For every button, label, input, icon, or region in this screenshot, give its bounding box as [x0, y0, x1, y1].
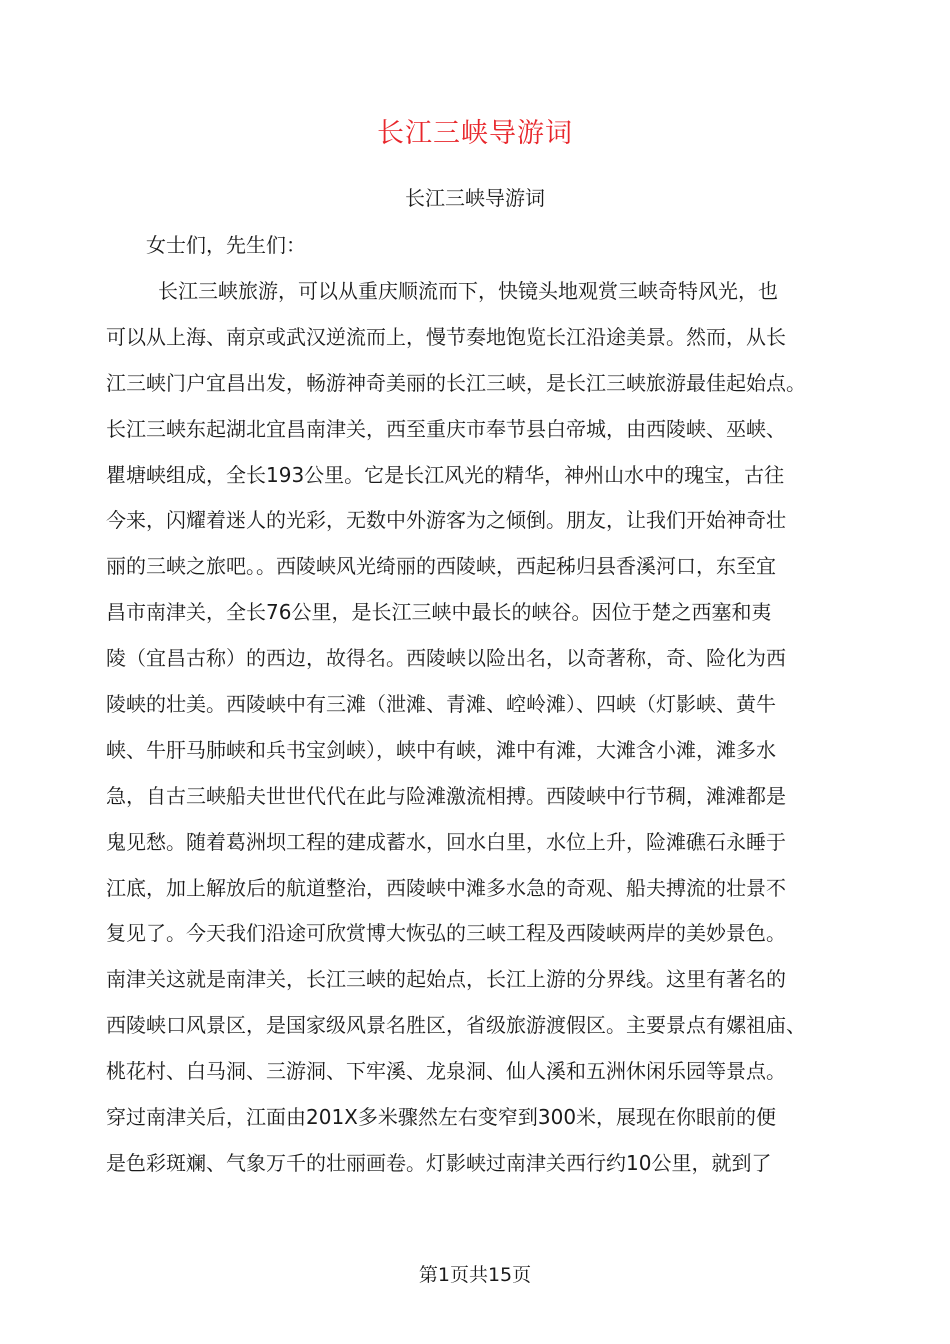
document-title: 长江三峡导游词	[377, 118, 573, 149]
paragraph-line: 穿过南津关后，江面由201X多米骤然左右变窄到300米，展现在你眼前的便	[106, 1105, 777, 1130]
document-subtitle: 长江三峡导游词	[405, 186, 545, 210]
paragraph-line: 桃花村、白马洞、三游洞、下牢溪、龙泉洞、仙人溪和五洲休闲乐园等景点。	[106, 1059, 786, 1084]
paragraph-line: 复见了。今天我们沿途可欣赏博大恢弘的三峡工程及西陵峡两岸的美妙景色。	[106, 921, 786, 946]
paragraph-line: 今来，闪耀着迷人的光彩，无数中外游客为之倾倒。朋友，让我们开始神奇壮	[106, 508, 786, 533]
paragraph-line: 急，自古三峡船夫世世代代在此与险滩激流相搏。西陵峡中行节稠，滩滩都是	[106, 783, 786, 808]
body-paragraph	[106, 269, 846, 1187]
paragraph-line: 昌市南津关，全长76公里，是长江三峡中最长的峡谷。因位于楚之西塞和夷	[106, 600, 772, 625]
paragraph-line: 江三峡门户宜昌出发，畅游神奇美丽的长江三峡，是长江三峡旅游最佳起始点。	[106, 370, 806, 395]
paragraph-line: 西陵峡口风景区，是国家级风景名胜区，省级旅游渡假区。主要景点有嫘祖庙、	[106, 1013, 806, 1038]
paragraph-line: 是色彩斑斓、气象万千的壮丽画卷。灯影峡过南津关西行约10公里，就到了	[106, 1150, 772, 1175]
paragraph-line: 峡、牛肝马肺峡和兵书宝剑峡），峡中有峡，滩中有滩，大滩含小滩，滩多水	[106, 737, 776, 762]
paragraph-line: 丽的三峡之旅吧。。西陵峡风光绮丽的西陵峡，西起秭归县香溪河口，东至宜	[106, 554, 776, 579]
greeting-line: 女士们，先生们：	[146, 233, 306, 257]
paragraph-line: 可以从上海、南京或武汉逆流而上，慢节奏地饱览长江沿途美景。然而，从长	[106, 324, 786, 349]
paragraph-line: 长江三峡旅游，可以从重庆顺流而下，快镜头地观赏三峡奇特风光，也	[158, 279, 778, 303]
paragraph-line: 瞿塘峡组成，全长193公里。它是长江风光的精华，神州山水中的瑰宝，古往	[106, 462, 785, 487]
paragraph-line: 南津关这就是南津关，长江三峡的起始点，长江上游的分界线。这里有著名的	[106, 967, 786, 992]
paragraph-line: 江底，加上解放后的航道整治，西陵峡中滩多水急的奇观、船夫搏流的壮景不	[106, 875, 786, 900]
paragraph-line: 长江三峡东起湖北宜昌南津关，西至重庆市奉节县白帝城，由西陵峡、巫峡、	[106, 416, 786, 441]
page-footer: 第1页共15页	[418, 1264, 532, 1286]
paragraph-line: 陵（宜昌古称）的西边，故得名。西陵峡以险出名，以奇著称，奇、险化为西	[106, 646, 786, 671]
paragraph-line: 鬼见愁。随着葛洲坝工程的建成蓄水，回水白里，水位上升，险滩礁石永睡于	[106, 829, 786, 854]
paragraph-line: 陵峡的壮美。西陵峡中有三滩（泄滩、青滩、崆岭滩）、四峡（灯影峡、黄牛	[106, 692, 776, 717]
